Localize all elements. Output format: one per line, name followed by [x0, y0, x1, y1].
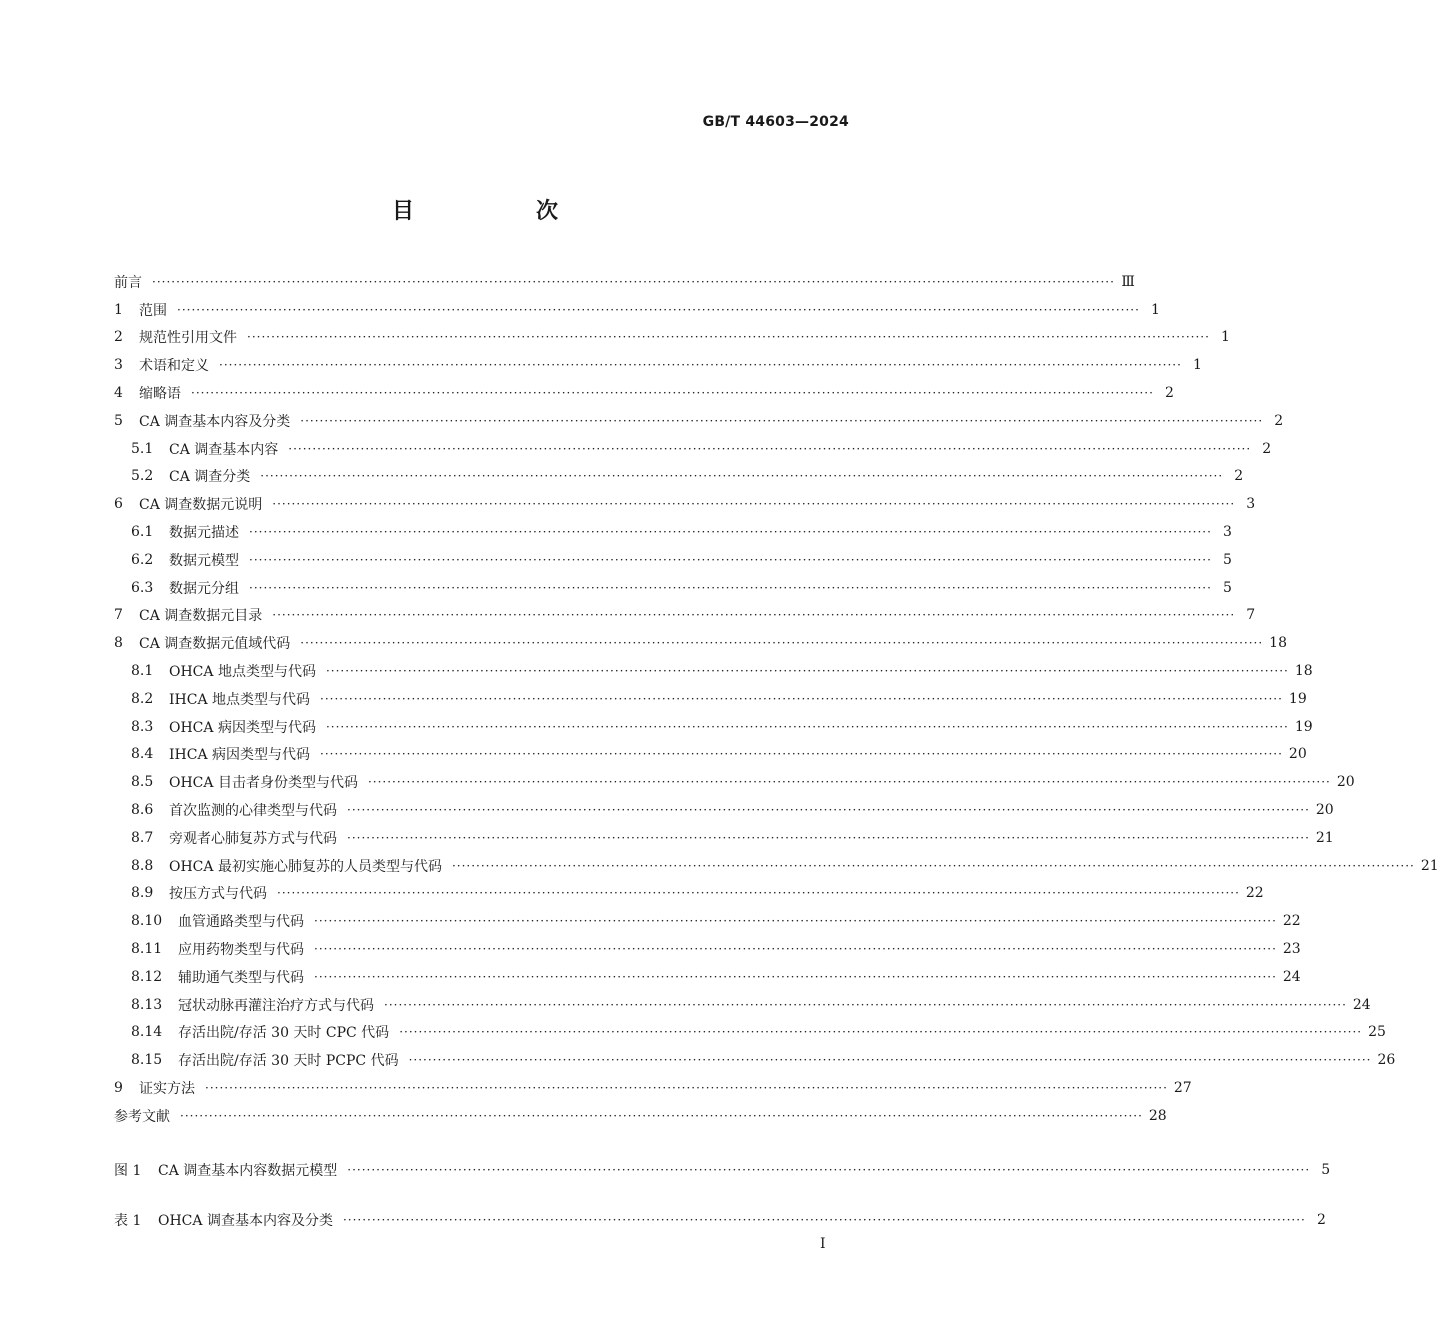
toc-entry-page: 5: [1222, 579, 1232, 596]
toc-entry-label: 术语和定义: [139, 358, 209, 375]
toc-entry-page: 27: [1173, 1080, 1192, 1096]
toc-entry[interactable]: [114, 991, 1371, 1019]
toc-entry-page: 26: [1377, 1052, 1396, 1069]
toc-entry[interactable]: [114, 1074, 1192, 1102]
toc-entry[interactable]: [114, 1102, 1167, 1130]
toc-entry-label: 血管通路类型与代码: [178, 914, 304, 931]
toc-entry[interactable]: [114, 1019, 1386, 1047]
dot-leader: ········································································································································································································: [277, 886, 1240, 901]
toc-entry[interactable]: [114, 1206, 1326, 1234]
dot-leader: ········································································································································································································: [325, 719, 1289, 734]
toc-entry-label: CA 调查基本内容及分类: [139, 413, 291, 430]
toc-entry-number: 表 1: [114, 1212, 142, 1229]
toc-entry-page: 2: [1274, 412, 1284, 429]
toc-entry-label: 前言: [114, 274, 142, 291]
dot-leader: ········································································································································································································: [219, 358, 1182, 373]
toc-entry-page: 21: [1420, 857, 1439, 874]
toc-entry-page: 23: [1282, 941, 1301, 958]
toc-entry-label: 旁观者心肺复苏方式与代码: [169, 830, 337, 847]
dot-leader: ········································································································································································································: [205, 1081, 1168, 1095]
toc-entry-number: 6.3: [131, 579, 154, 596]
toc-entry-label: 缩略语: [139, 386, 181, 403]
toc-entry-label: OHCA 最初实施心肺复苏的人员类型与代码: [169, 858, 442, 875]
dot-leader: ········································································································································································································: [191, 386, 1154, 401]
toc-entry-label: CA 调查数据元值域代码: [139, 636, 291, 653]
toc-entry-page: 20: [1336, 774, 1355, 791]
toc-entry[interactable]: [114, 935, 1301, 963]
toc-entry-number: 8.14: [131, 1024, 163, 1041]
toc-entry-label: IHCA 地点类型与代码: [169, 691, 311, 708]
toc-entry-number: 8.1: [131, 663, 154, 680]
toc-entry-page: 18: [1294, 663, 1313, 680]
toc-entry-number: 8.7: [131, 829, 154, 846]
toc-entry[interactable]: [114, 963, 1301, 991]
toc-entry-number: 8.10: [131, 913, 163, 930]
dot-leader: ········································································································································································································: [347, 803, 1310, 818]
toc-entry[interactable]: [114, 296, 1160, 324]
toc-entry-number: 5.1: [131, 440, 154, 457]
toc-entry-page: 5: [1321, 1161, 1331, 1178]
toc-entry-label: 应用药物类型与代码: [178, 942, 304, 959]
figure-list: [114, 1156, 1331, 1184]
dot-leader: ········································································································································································································: [314, 969, 1277, 984]
toc-entry[interactable]: [114, 657, 1313, 685]
toc-entry-page: 1: [1220, 329, 1230, 346]
toc-entry[interactable]: [114, 518, 1232, 546]
toc-entry-label: CA 调查基本内容: [169, 441, 279, 458]
toc-entry[interactable]: [114, 741, 1307, 769]
table-of-contents: [114, 268, 1439, 1130]
toc-entry[interactable]: [114, 407, 1284, 435]
toc-entry[interactable]: [114, 435, 1272, 463]
toc-entry-label: CA 调查数据元说明: [139, 497, 263, 514]
toc-entry-page: 1: [1192, 357, 1202, 374]
toc-entry-number: 6.2: [131, 551, 154, 568]
toc-entry-number: 8.8: [131, 857, 154, 874]
toc-entry-number: 9: [114, 1080, 123, 1096]
toc-entry-label: 按压方式与代码: [169, 886, 267, 903]
toc-entry-page: 2: [1316, 1211, 1326, 1228]
toc-entry-number: 6.1: [131, 524, 154, 541]
dot-leader: ········································································································································································································: [314, 942, 1277, 957]
toc-entry-page: 3: [1246, 496, 1256, 513]
toc-entry-label: 参考文献: [114, 1108, 170, 1125]
toc-entry-page: 2: [1164, 385, 1174, 402]
toc-entry-page: 18: [1269, 635, 1287, 652]
toc-entry-number: 8.6: [131, 802, 154, 819]
toc-entry-number: 8.5: [131, 774, 154, 791]
toc-entry-page: Ⅲ: [1121, 273, 1135, 290]
toc-entry-page: 20: [1315, 802, 1334, 819]
dot-leader: ········································································································································································································: [249, 552, 1212, 567]
toc-entry[interactable]: [114, 602, 1256, 630]
dot-leader: ········································································································································································································: [384, 997, 1347, 1012]
page-number: I: [820, 1236, 826, 1252]
dot-leader: ········································································································································································································: [152, 274, 1115, 289]
toc-entry[interactable]: [114, 379, 1174, 407]
toc-entry-page: 22: [1282, 913, 1301, 930]
toc-entry[interactable]: [114, 546, 1232, 574]
table-list: [114, 1206, 1326, 1234]
dot-leader: ········································································································································································································: [272, 608, 1236, 623]
toc-entry-number: 8.11: [131, 941, 163, 958]
toc-entry-label: OHCA 地点类型与代码: [169, 664, 316, 681]
dot-leader: ········································································································································································································: [320, 747, 1283, 762]
dot-leader: ········································································································································································································: [288, 441, 1252, 456]
dot-leader: ········································································································································································································: [300, 636, 1264, 651]
toc-entry-page: 24: [1282, 968, 1301, 985]
dot-leader: ········································································································································································································: [272, 497, 1236, 512]
toc-entry-label: 证实方法: [139, 1081, 195, 1097]
toc-entry-number: 8.4: [131, 746, 154, 763]
dot-leader: ········································································································································································································: [408, 1053, 1372, 1068]
dot-leader: ········································································································································································································: [347, 1162, 1311, 1177]
toc-entry-label: 规范性引用文件: [139, 330, 237, 347]
toc-entry-number: 6: [114, 496, 123, 513]
dot-leader: ········································································································································································································: [342, 1212, 1306, 1227]
toc-entry-label: IHCA 病因类型与代码: [169, 747, 311, 764]
toc-entry-page: 5: [1222, 551, 1232, 568]
toc-entry-label: OHCA 病因类型与代码: [169, 719, 316, 736]
toc-entry[interactable]: [114, 629, 1287, 657]
toc-entry-label: CA 调查数据元目录: [139, 608, 263, 625]
dot-leader: ········································································································································································································: [347, 830, 1310, 845]
toc-entry-number: 8.15: [131, 1052, 163, 1069]
toc-entry[interactable]: [114, 324, 1230, 352]
dot-leader: ········································································································································································································: [451, 858, 1415, 873]
toc-entry-label: 数据元分组: [169, 580, 239, 597]
toc-entry[interactable]: [114, 768, 1355, 796]
toc-entry-page: 2: [1234, 468, 1244, 485]
toc-entry[interactable]: [114, 880, 1264, 908]
dot-leader: ········································································································································································································: [247, 330, 1210, 345]
toc-entry-number: 8: [114, 635, 123, 652]
toc-entry-page: 3: [1222, 524, 1232, 541]
toc-entry-number: 3: [114, 357, 123, 374]
toc-entry[interactable]: [114, 268, 1135, 296]
toc-entry-number: 8.12: [131, 968, 163, 985]
toc-entry-number: 5: [114, 412, 123, 429]
toc-entry-label: 数据元模型: [169, 552, 239, 569]
toc-entry[interactable]: [114, 1156, 1331, 1184]
dot-leader: ········································································································································································································: [367, 775, 1331, 790]
toc-entry-label: 冠状动脉再灌注治疗方式与代码: [178, 997, 374, 1014]
dot-leader: ········································································································································································································: [399, 1025, 1363, 1040]
toc-entry-page: 2: [1262, 440, 1272, 457]
toc-entry-number: 8.9: [131, 885, 154, 902]
toc-entry-number: 2: [114, 329, 123, 346]
toc-entry[interactable]: [114, 351, 1202, 379]
standard-code: GB/T 44603—2024: [702, 114, 849, 130]
toc-entry-label: 首次监测的心律类型与代码: [169, 803, 337, 820]
toc-entry-page: 25: [1368, 1024, 1386, 1041]
toc-entry-page: 19: [1288, 690, 1307, 707]
dot-leader: ········································································································································································································: [180, 1108, 1143, 1123]
toc-entry-label: 存活出院/存活 30 天时 CPC 代码: [178, 1025, 390, 1042]
dot-leader: ········································································································································································································: [314, 914, 1277, 929]
toc-entry-page: 7: [1246, 607, 1256, 624]
toc-entry-page: 1: [1150, 301, 1160, 318]
toc-entry-number: 7: [114, 607, 123, 624]
dot-leader: ········································································································································································································: [177, 302, 1140, 317]
toc-entry-number: 4: [114, 385, 123, 402]
toc-entry-number: 1: [114, 301, 123, 318]
toc-entry-label: CA 调查分类: [169, 469, 251, 486]
toc-entry[interactable]: [114, 796, 1334, 824]
toc-entry-number: 8.13: [131, 996, 163, 1013]
toc-entry[interactable]: [114, 907, 1301, 935]
toc-entry-number: 8.2: [131, 690, 154, 707]
toc-entry-page: 21: [1315, 829, 1334, 846]
toc-entry[interactable]: [114, 574, 1232, 602]
dot-leader: ········································································································································································································: [300, 413, 1264, 428]
toc-entry-label: 辅助通气类型与代码: [178, 969, 304, 986]
toc-entry-page: 28: [1148, 1107, 1167, 1124]
toc-entry[interactable]: [114, 490, 1256, 518]
toc-entry[interactable]: [114, 1046, 1396, 1074]
toc-entry-label: 存活出院/存活 30 天时 PCPC 代码: [178, 1053, 399, 1070]
toc-entry-page: 19: [1294, 718, 1313, 735]
toc-entry[interactable]: [114, 852, 1439, 880]
toc-entry[interactable]: [114, 713, 1313, 741]
dot-leader: ········································································································································································································: [249, 580, 1212, 595]
toc-entry-number: 5.2: [131, 468, 154, 485]
toc-entry-number: 8.3: [131, 718, 154, 735]
toc-entry-label: CA 调查基本内容数据元模型: [158, 1162, 338, 1179]
toc-entry-page: 20: [1288, 746, 1307, 763]
toc-entry-number: 图 1: [114, 1162, 142, 1179]
toc-entry-page: 22: [1245, 885, 1264, 902]
toc-entry-page: 24: [1352, 996, 1371, 1013]
toc-entry[interactable]: [114, 824, 1334, 852]
dot-leader: ········································································································································································································: [325, 664, 1289, 679]
toc-entry[interactable]: [114, 685, 1307, 713]
dot-leader: ········································································································································································································: [249, 525, 1212, 540]
dot-leader: ········································································································································································································: [260, 469, 1224, 484]
toc-entry-label: 范围: [139, 302, 167, 319]
dot-leader: ········································································································································································································: [320, 691, 1283, 706]
toc-entry-label: OHCA 目击者身份类型与代码: [169, 775, 358, 792]
toc-entry-label: 数据元描述: [169, 525, 239, 542]
toc-title: 目 次: [391, 199, 608, 224]
toc-entry-label: OHCA 调查基本内容及分类: [158, 1212, 333, 1229]
toc-entry[interactable]: [114, 463, 1244, 491]
